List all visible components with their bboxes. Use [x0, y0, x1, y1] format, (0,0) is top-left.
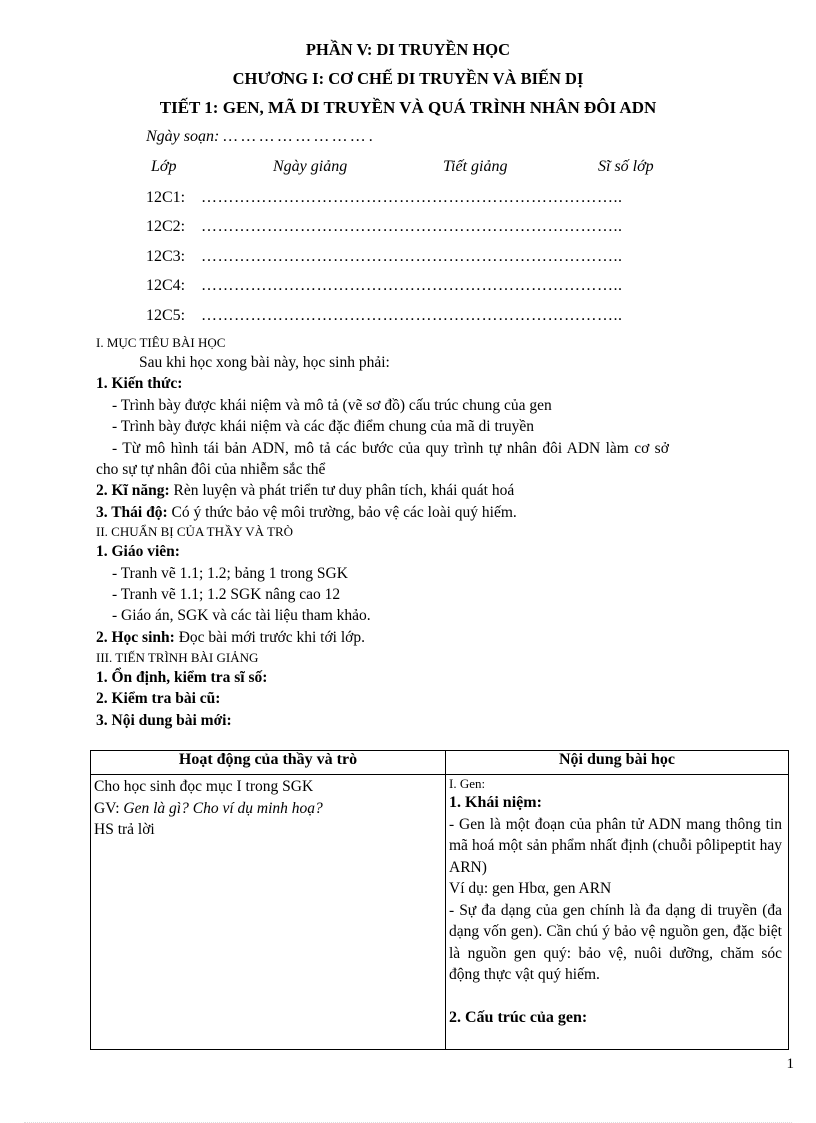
structure-label: 2. Cấu trúc của gen:	[449, 1008, 588, 1026]
knowledge-item: - Từ mô hình tái bản ADN, mô tả các bước của quy trình tự nhân đôi ADN làm cơ sở	[112, 440, 669, 457]
student-label: 2. Học sinh:	[96, 629, 175, 646]
content-cell	[446, 775, 789, 1050]
diversity-text: - Sự đa dạng của gen chính là đa dạng di truyền (đa dạng vốn gen). Cần chú ý bảo vệ nguồn gen, đặc biệt là nguồn gen quý: bảo vệ, nuôi dưỡng, chăm sóc động thực vật quý hiếm.	[449, 901, 782, 983]
gv-label: GV:	[94, 799, 124, 817]
activity-question-line	[94, 798, 439, 820]
class-name: 12C5:	[146, 307, 186, 324]
spacer	[449, 986, 782, 1007]
student-text: Đọc bài mới trước khi tới lớp.	[174, 629, 365, 646]
skills-text: Rèn luyện và phát triển tư duy phân tích, khái quát hoá	[169, 482, 515, 499]
class-name: 12C2:	[146, 218, 186, 235]
knowledge-item: - Trình bày được khái niệm và các đặc điểm chung của mã di truyền	[112, 418, 535, 435]
skills-label: 2. Kĩ năng:	[96, 482, 170, 499]
class-dots: …………………………………………………………………..	[201, 307, 623, 324]
class-dots: …………………………………………………………………..	[201, 277, 623, 294]
teacher-item: - Tranh vẽ 1.1; 1.2; bảng 1 trong SGK	[112, 565, 348, 582]
student-line	[96, 629, 365, 647]
page-number: 1	[786, 1056, 794, 1072]
attitude-text: Có ý thức bảo vệ môi trường, bảo vệ các loài quý hiếm.	[167, 504, 517, 521]
objectives-intro: Sau khi học xong bài này, học sinh phải:	[139, 354, 390, 371]
objectives-heading: I. MỤC TIÊU BÀI HỌC	[96, 335, 226, 350]
header-activities: Hoạt động của thầy và trò	[91, 751, 446, 775]
section-gen: I. Gen:	[449, 776, 486, 791]
col-class-size: Sĩ số lớp	[598, 158, 654, 175]
teacher-item: - Tranh vẽ 1.1; 1.2 SGK nâng cao 12	[112, 586, 341, 603]
class-name: 12C1:	[146, 189, 186, 206]
activity-line: Cho học sinh đọc mục I trong SGK	[94, 778, 314, 795]
progress-item: 3. Nội dung bài mới:	[96, 712, 232, 729]
lesson-table	[90, 750, 789, 1050]
lesson-title: TIẾT 1: GEN, MÃ DI TRUYỀN VÀ QUÁ TRÌNH NHÂN ĐÔI ADN	[159, 98, 657, 117]
col-period: Tiết giảng	[443, 158, 508, 175]
knowledge-item: - Trình bày được khái niệm và mô tả (vẽ sơ đồ) cấu trúc chung của gen	[112, 397, 552, 414]
header-content: Nội dung bài học	[446, 751, 789, 775]
class-name: 12C3:	[146, 248, 186, 265]
knowledge-item: cho sự tự nhân đôi của nhiễm sắc thể	[96, 461, 326, 478]
prep-date: Ngày soạn: … … … … … … … … .	[146, 128, 374, 145]
skills-line	[96, 482, 514, 500]
class-dots: …………………………………………………………………..	[201, 248, 623, 265]
table-header-row	[91, 751, 789, 775]
col-class: Lớp	[151, 158, 177, 175]
gv-question: Gen là gì? Cho ví dụ minh hoạ?	[123, 799, 323, 817]
table-row	[91, 775, 789, 1050]
activities-cell	[91, 775, 446, 1050]
knowledge-label: 1. Kiến thức:	[96, 375, 183, 392]
progress-item: 2. Kiểm tra bài cũ:	[96, 690, 221, 707]
teacher-label: 1. Giáo viên:	[96, 543, 180, 560]
progress-item: 1. Ổn định, kiểm tra sĩ số:	[96, 669, 268, 686]
class-dots: …………………………………………………………………..	[201, 189, 623, 206]
class-name: 12C4:	[146, 277, 186, 294]
chapter-title: CHƯƠNG I: CƠ CHẾ DI TRUYỀN VÀ BIẾN DỊ	[232, 69, 584, 88]
concept-label: 1. Khái niệm:	[449, 794, 542, 811]
part-title: PHẦN V: DI TRUYỀN HỌC	[305, 40, 511, 59]
teacher-item: - Giáo án, SGK và các tài liệu tham khảo.	[112, 607, 371, 624]
progress-heading: III. TIẾN TRÌNH BÀI GIẢNG	[96, 650, 259, 665]
preparation-heading: II. CHUẨN BỊ CỦA THẦY VÀ TRÒ	[96, 524, 294, 539]
col-teach-date: Ngày giảng	[273, 158, 348, 175]
concept-text: - Gen là một đoạn của phân tử ADN mang thông tin mã hoá một sản phẩm nhất định (chuỗi pôlipeptit hay ARN)	[449, 815, 782, 876]
class-dots: …………………………………………………………………..	[201, 218, 623, 235]
attitude-label: 3. Thái độ:	[96, 504, 168, 521]
attitude-line	[96, 504, 517, 522]
example-text: Ví dụ: gen Hbα, gen ARN	[449, 880, 612, 897]
activity-line: HS trả lời	[94, 821, 155, 838]
